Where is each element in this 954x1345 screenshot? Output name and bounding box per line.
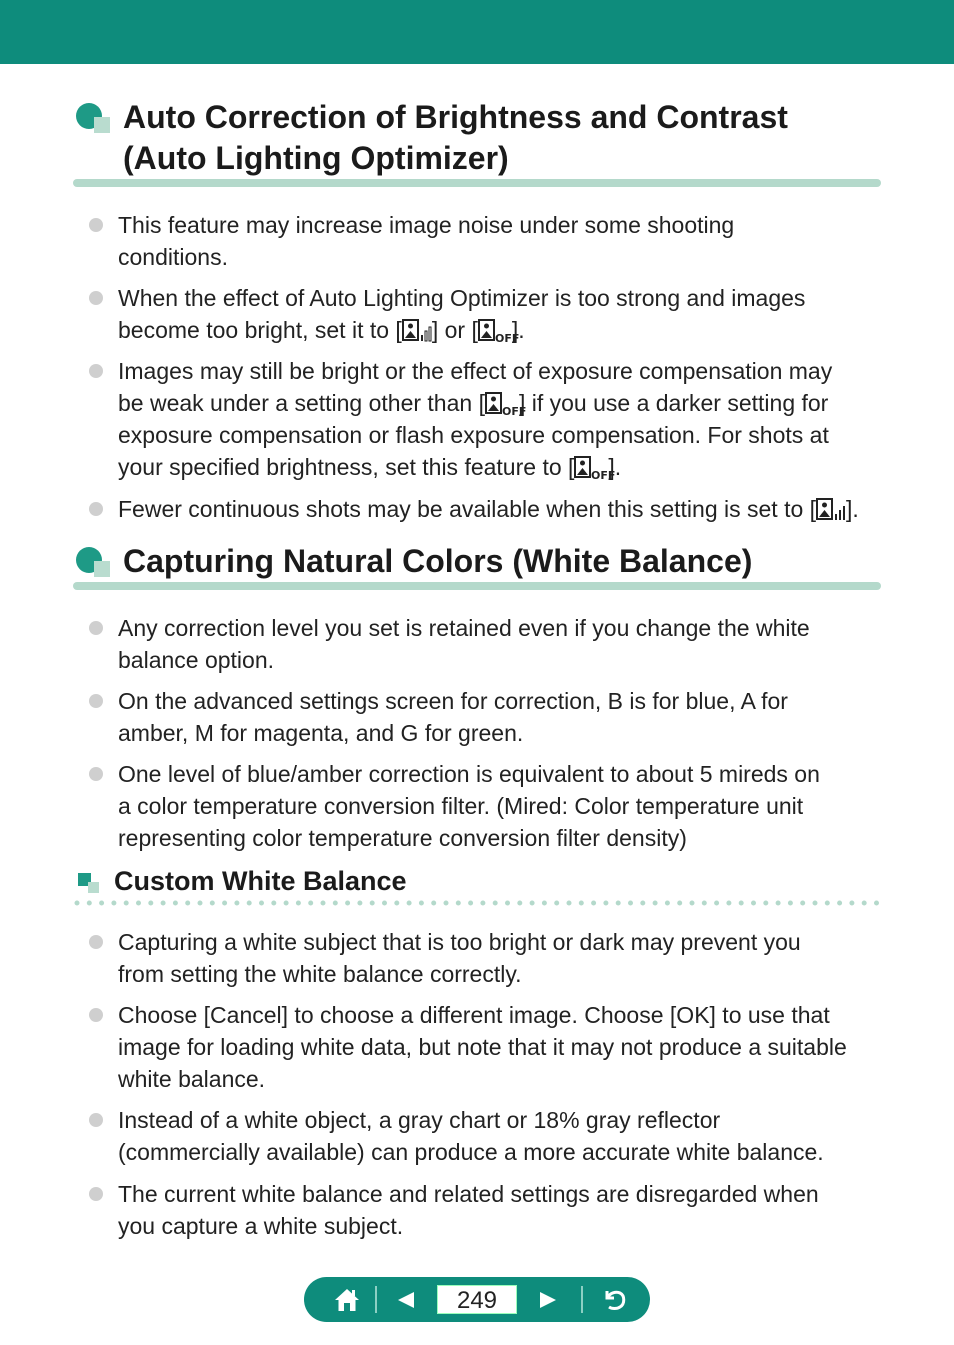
subsection-marker-icon — [78, 873, 100, 893]
bullet-dot — [89, 1187, 103, 1201]
page-navigation-bar — [304, 1277, 650, 1322]
list-item-text: (commercially available) can produce a more accurate white balance. — [118, 1139, 824, 1165]
list-item-text: The current white balance and related settings are disregarded when — [118, 1181, 819, 1207]
list-item-text: When the effect of Auto Lighting Optimizer is too strong and images — [118, 285, 806, 311]
list-item-text: Instead of a white object, a gray chart or 18% gray reflector — [118, 1107, 721, 1133]
svg-text:OFF: OFF — [494, 332, 520, 345]
section-marker-icon — [76, 103, 112, 139]
section-marker-icon — [76, 547, 112, 583]
list-item-text: white balance. — [118, 1066, 266, 1092]
section-underline — [73, 179, 881, 187]
home-button[interactable] — [322, 1277, 372, 1322]
bullet-dot — [89, 935, 103, 949]
list-item-text: become too bright, set it to [ ] or [ OFF ]. — [118, 317, 525, 345]
top-banner — [0, 0, 954, 64]
section-title-auto-lighting — [123, 97, 788, 179]
section-title-line2: (Auto Lighting Optimizer) — [123, 140, 509, 176]
bullet-dot — [89, 694, 103, 708]
return-button[interactable] — [588, 1277, 642, 1322]
bullet-dot — [89, 364, 103, 378]
list-item-text: Choose [Cancel] to choose a different image. Choose [OK] to use that — [118, 1002, 830, 1028]
list-item-text: your specified brightness, set this feature to [ OFF ]. — [118, 454, 622, 482]
bullet-dot — [89, 291, 103, 305]
list-item-text: exposure compensation or flash exposure compensation. For shots at — [118, 422, 829, 448]
section-title-line1: Auto Correction of Brightness and Contrast — [123, 99, 788, 135]
next-page-button[interactable] — [524, 1277, 572, 1322]
alo-off-icon — [574, 456, 616, 482]
return-icon — [601, 1287, 629, 1313]
svg-text:OFF: OFF — [591, 469, 616, 482]
list-item-text: One level of blue/amber correction is equivalent to about 5 mireds on — [118, 761, 820, 787]
nav-separator — [581, 1286, 583, 1313]
svg-text:OFF: OFF — [501, 405, 527, 418]
list-item-text: representing color temperature conversion filter density) — [118, 825, 687, 851]
subsection-title: Custom White Balance — [114, 866, 407, 896]
list-item-text: balance option. — [118, 647, 275, 673]
alo-low-icon — [402, 319, 432, 343]
section-underline — [73, 582, 881, 590]
alo-off-icon — [478, 319, 520, 345]
alo-high-icon — [816, 498, 846, 522]
prev-arrow-icon — [396, 1290, 416, 1310]
list-item-text: image for loading white data, but note that it may not produce a suitable — [118, 1034, 847, 1060]
list-item-text: from setting the white balance correctly. — [118, 961, 522, 987]
list-item-text: amber, M for magenta, and G for green. — [118, 720, 524, 746]
list-item-text: Images may still be bright or the effect of exposure compensation may — [118, 358, 833, 384]
bullet-dot — [89, 502, 103, 516]
next-arrow-icon — [538, 1290, 558, 1310]
nav-separator — [375, 1286, 377, 1313]
list-item-text: a color temperature conversion filter. (Mired: Color temperature unit — [118, 793, 804, 819]
alo-off-icon — [485, 392, 527, 418]
bullet-dot — [89, 767, 103, 781]
home-icon — [333, 1287, 361, 1313]
previous-page-button[interactable] — [382, 1277, 430, 1322]
list-item-text: This feature may increase image noise under some shooting — [118, 212, 735, 238]
bullet-dot — [89, 1008, 103, 1022]
list-item-text: On the advanced settings screen for correction, B is for blue, A for — [118, 688, 788, 714]
bullet-dot — [89, 1113, 103, 1127]
list-item-text: Fewer continuous shots may be available when this setting is set to [ ]. — [118, 496, 859, 522]
section-title-white-balance: Capturing Natural Colors (White Balance) — [123, 543, 753, 579]
dotted-divider — [73, 898, 883, 908]
page-number[interactable]: 249 — [437, 1285, 517, 1314]
list-item-text: Any correction level you set is retained even if you change the white — [118, 615, 810, 641]
list-item-text: you capture a white subject. — [118, 1213, 404, 1239]
list-item-text: Capturing a white subject that is too bright or dark may prevent you — [118, 929, 801, 955]
bullet-dot — [89, 621, 103, 635]
list-item-text: be weak under a setting other than [ OFF ] if you use a darker setting for — [118, 390, 829, 418]
bullet-dot — [89, 218, 103, 232]
list-item-text: conditions. — [118, 244, 228, 270]
